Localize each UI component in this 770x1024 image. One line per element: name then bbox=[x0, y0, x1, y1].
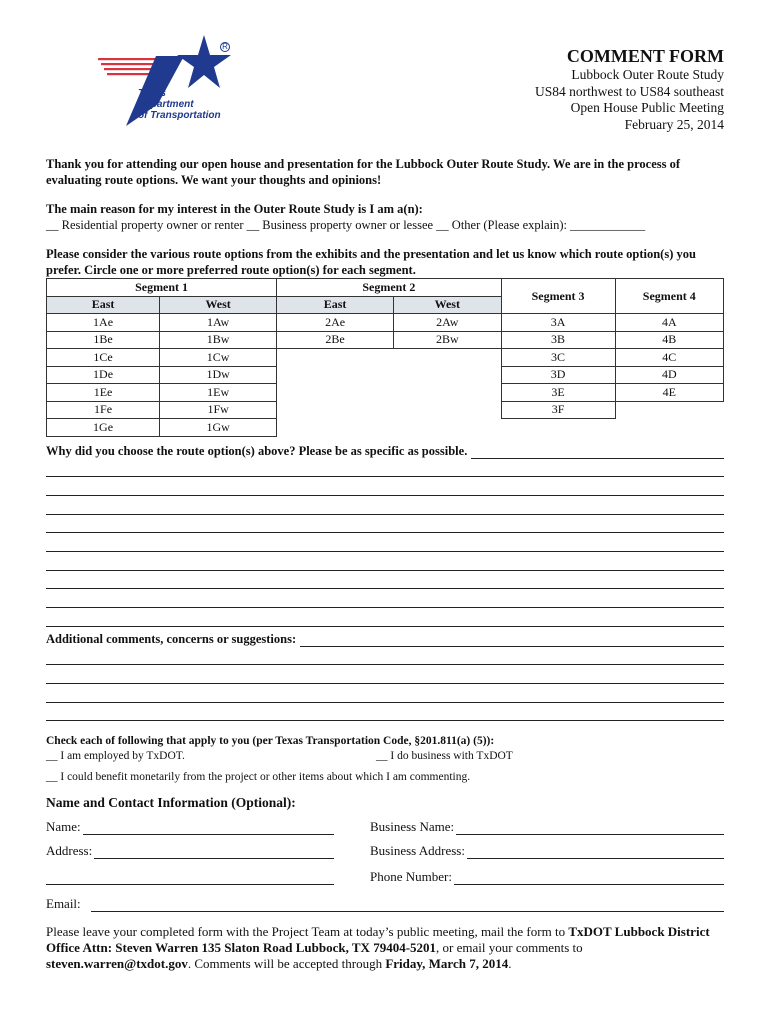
route-option-segment-2-east[interactable]: 2Be bbox=[277, 331, 394, 349]
route-option-segment-1-east[interactable]: 1Ge bbox=[47, 419, 160, 437]
empty-cell bbox=[615, 419, 723, 437]
interest-section bbox=[46, 201, 724, 233]
route-option-segment-1-east[interactable]: 1Ae bbox=[47, 314, 160, 332]
logo-text bbox=[138, 88, 221, 121]
meeting-type: Open House Public Meeting bbox=[570, 100, 724, 115]
contact-row-3 bbox=[46, 869, 724, 885]
answer-line[interactable] bbox=[46, 459, 724, 478]
why-first-line[interactable] bbox=[46, 441, 724, 459]
route-section bbox=[46, 246, 724, 437]
empty-cell bbox=[277, 349, 394, 367]
route-option-segment-3[interactable]: 3E bbox=[501, 384, 615, 402]
meeting-date: February 25, 2014 bbox=[624, 116, 724, 132]
deadline-date: Friday, March 7, 2014 bbox=[385, 956, 509, 972]
route-option-segment-1-west[interactable]: 1Ew bbox=[160, 384, 277, 402]
why-question: Why did you choose the route option(s) above? Please be as specific as possible. bbox=[46, 443, 468, 458]
route-row bbox=[47, 401, 724, 419]
additional-question: Additional comments, concerns or suggestions: bbox=[46, 631, 297, 646]
route-option-segment-1-east[interactable]: 1Ee bbox=[47, 384, 160, 402]
route-row bbox=[47, 419, 724, 437]
route-option-segment-1-west[interactable]: 1Aw bbox=[160, 314, 277, 332]
route-row bbox=[47, 331, 724, 349]
empty-cell bbox=[277, 419, 394, 437]
answer-line[interactable] bbox=[46, 533, 724, 552]
mailing-address: TxDOT Lubbock District Office Attn: Steven Warren 135 Slaton Road Lubbock, TX 79404-5201 bbox=[46, 924, 710, 956]
closing-text-1: Please leave your completed form with the Project Team at today’s public meeting, mail the form to bbox=[46, 924, 569, 940]
segment-2-east-header: East bbox=[277, 296, 394, 314]
answer-line[interactable] bbox=[46, 647, 724, 666]
empty-cell bbox=[394, 366, 502, 384]
disclosure-row bbox=[46, 750, 724, 762]
additional-section bbox=[46, 629, 724, 722]
additional-first-line[interactable] bbox=[46, 629, 724, 647]
txdot-logo bbox=[98, 32, 248, 132]
email-field[interactable] bbox=[46, 896, 724, 912]
segment-1-east-header: East bbox=[47, 296, 160, 314]
name-label: Name: bbox=[46, 819, 81, 835]
route-option-segment-1-west[interactable]: 1Fw bbox=[160, 401, 277, 419]
route-option-segment-3[interactable]: 3D bbox=[501, 366, 615, 384]
phone-field[interactable] bbox=[370, 869, 724, 885]
why-section bbox=[46, 441, 724, 627]
segment-2-header: Segment 2 bbox=[277, 279, 501, 297]
contact-row-1 bbox=[46, 819, 724, 835]
closing-text-3: . Comments will be accepted through bbox=[187, 956, 386, 972]
route-option-segment-4[interactable]: 4B bbox=[615, 331, 723, 349]
empty-cell bbox=[394, 349, 502, 367]
contact-title: Name and Contact Information (Optional): bbox=[46, 795, 296, 811]
empty-cell bbox=[501, 419, 615, 437]
route-row bbox=[47, 366, 724, 384]
route-row bbox=[47, 349, 724, 367]
address-line-2-field[interactable] bbox=[46, 869, 334, 885]
route-option-segment-1-east[interactable]: 1Be bbox=[47, 331, 160, 349]
address-line-2-input-line[interactable] bbox=[46, 873, 334, 885]
route-option-segment-1-east[interactable]: 1Fe bbox=[47, 401, 160, 419]
name-field[interactable] bbox=[46, 819, 334, 835]
route-question: Please consider the various route options from the exhibits and the presentation and let us know which route option(s) you prefer. Circle one or more preferred route option(s) for each segment. bbox=[46, 247, 696, 277]
empty-cell bbox=[394, 419, 502, 437]
answer-line[interactable] bbox=[46, 684, 724, 703]
intro-text: Thank you for attending our open house and presentation for the Lubbock Outer Route Study. We are in the process of evaluating route options. We want your thoughts and opinions! bbox=[46, 157, 681, 187]
address-label: Address: bbox=[46, 843, 93, 859]
answer-line[interactable] bbox=[46, 496, 724, 515]
phone-input-line[interactable] bbox=[454, 873, 724, 885]
route-option-segment-2-east[interactable]: 2Ae bbox=[277, 314, 394, 332]
business-name-input-line[interactable] bbox=[456, 823, 724, 835]
form-header bbox=[46, 0, 724, 150]
employed-by-txdot-checkbox[interactable]: __ I am employed by TxDOT. bbox=[46, 750, 185, 763]
registered-mark: R bbox=[220, 42, 230, 52]
empty-cell bbox=[277, 384, 394, 402]
segment-1-header: Segment 1 bbox=[47, 279, 277, 297]
email-label: Email: bbox=[46, 896, 81, 912]
business-name-field[interactable] bbox=[370, 819, 724, 835]
empty-cell bbox=[394, 384, 502, 402]
route-option-segment-2-west[interactable]: 2Aw bbox=[394, 314, 502, 332]
answer-line[interactable] bbox=[300, 635, 724, 647]
answer-line[interactable] bbox=[46, 665, 724, 684]
route-option-segment-1-east[interactable]: 1De bbox=[47, 366, 160, 384]
business-address-input-line[interactable] bbox=[467, 847, 724, 859]
route-option-segment-3[interactable]: 3B bbox=[501, 331, 615, 349]
logo-line-department: Department bbox=[138, 99, 194, 110]
route-row bbox=[47, 314, 724, 332]
interest-options[interactable]: __ Residential property owner or renter __ Business property owner or lessee __ Other (Please explain): ____________ bbox=[46, 218, 646, 232]
answer-line[interactable] bbox=[46, 477, 724, 496]
route-option-segment-1-west[interactable]: 1Bw bbox=[160, 331, 277, 349]
business-address-field[interactable] bbox=[370, 843, 724, 859]
contact-row-2 bbox=[46, 843, 724, 859]
business-with-txdot-checkbox[interactable]: __ I do business with TxDOT bbox=[376, 750, 513, 763]
empty-cell bbox=[615, 401, 723, 419]
route-option-segment-1-west[interactable]: 1Cw bbox=[160, 349, 277, 367]
answer-line[interactable] bbox=[46, 552, 724, 571]
route-option-segment-4[interactable]: 4D bbox=[615, 366, 723, 384]
name-input-line[interactable] bbox=[83, 823, 334, 835]
empty-cell bbox=[277, 401, 394, 419]
closing-text-2: , or email your comments to bbox=[436, 940, 583, 956]
business-address-label: Business Address: bbox=[370, 843, 465, 859]
route-option-segment-3[interactable]: 3C bbox=[501, 349, 615, 367]
contact-row-4 bbox=[46, 896, 724, 912]
route-option-segment-4[interactable]: 4A bbox=[615, 314, 723, 332]
segment-1-west-header: West bbox=[160, 296, 277, 314]
contact-email-link[interactable]: steven.warren@txdot.gov bbox=[46, 956, 188, 972]
form-title: COMMENT FORM bbox=[566, 46, 724, 66]
email-input-line[interactable] bbox=[91, 900, 724, 912]
study-name: Lubbock Outer Route Study bbox=[571, 67, 724, 82]
route-option-segment-1-west[interactable]: 1Dw bbox=[160, 366, 277, 384]
route-option-segment-3[interactable]: 3A bbox=[501, 314, 615, 332]
segment-4-header: Segment 4 bbox=[615, 279, 723, 314]
address-input-line[interactable] bbox=[94, 847, 334, 859]
answer-line[interactable] bbox=[46, 703, 724, 722]
logo-line-transportation: of Transportation bbox=[138, 110, 221, 121]
route-options-table bbox=[46, 278, 724, 437]
phone-label: Phone Number: bbox=[370, 869, 452, 885]
route-option-segment-2-west[interactable]: 2Bw bbox=[394, 331, 502, 349]
segment-2-west-header: West bbox=[394, 296, 502, 314]
header-info bbox=[535, 45, 724, 133]
logo-line-texas: Texas bbox=[138, 88, 166, 99]
business-name-label: Business Name: bbox=[370, 819, 455, 835]
address-field[interactable] bbox=[46, 843, 334, 859]
answer-line[interactable] bbox=[46, 589, 724, 608]
closing-text-4: . bbox=[508, 956, 512, 972]
answer-line[interactable] bbox=[46, 608, 724, 627]
study-extent: US84 northwest to US84 southeast bbox=[535, 83, 724, 99]
answer-line[interactable] bbox=[46, 571, 724, 590]
empty-cell bbox=[277, 366, 394, 384]
closing-instructions bbox=[46, 924, 724, 972]
segment-3-header: Segment 3 bbox=[501, 279, 615, 314]
answer-line[interactable] bbox=[46, 515, 724, 534]
answer-line[interactable] bbox=[471, 447, 724, 459]
empty-cell bbox=[394, 401, 502, 419]
route-option-segment-3[interactable]: 3F bbox=[501, 401, 615, 419]
route-row bbox=[47, 384, 724, 402]
route-option-segment-1-west[interactable]: 1Gw bbox=[160, 419, 277, 437]
interest-question: The main reason for my interest in the Outer Route Study is I am a(n): bbox=[46, 202, 423, 216]
route-option-segment-4[interactable]: 4E bbox=[615, 384, 723, 402]
monetary-benefit-checkbox[interactable]: __ I could benefit monetarily from the project or other items about which I am commenting. bbox=[46, 771, 471, 784]
disclosure-title: Check each of following that apply to you (per Texas Transportation Code, §201.811(a) (5)): bbox=[46, 735, 495, 748]
route-option-segment-4[interactable]: 4C bbox=[615, 349, 723, 367]
route-option-segment-1-east[interactable]: 1Ce bbox=[47, 349, 160, 367]
